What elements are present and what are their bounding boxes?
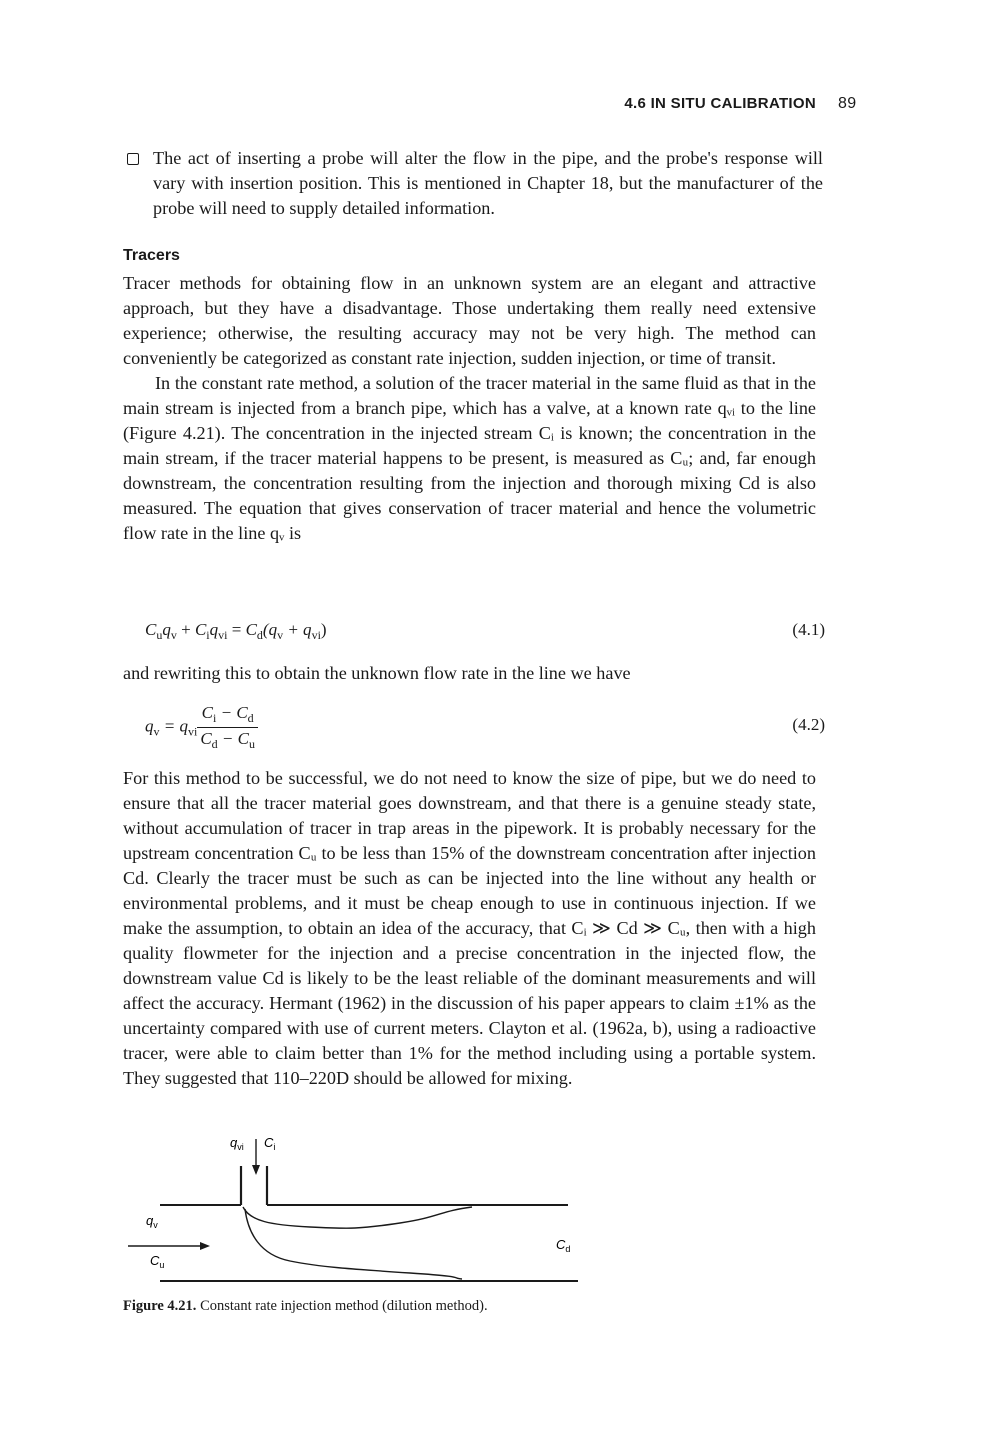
checkbox-bullet-icon	[127, 153, 139, 165]
figure-caption	[123, 1298, 488, 1315]
figure-4-21	[110, 1133, 590, 1293]
label-ci: $C_i$	[264, 1135, 276, 1152]
flow-arrowhead-icon	[200, 1242, 210, 1250]
section-heading: Tracers	[123, 247, 180, 264]
label-cu: $C_u$	[150, 1253, 165, 1270]
paragraph-rewrite: and rewriting this to obtain the unknown flow rate in the line we have	[123, 663, 631, 683]
plume-upper-boundary	[243, 1207, 472, 1228]
running-head-section: 4.6 IN SITU CALIBRATION	[624, 95, 816, 112]
equation-4-1	[145, 620, 825, 650]
paragraph-group-2	[123, 661, 816, 686]
plume-lower-boundary	[245, 1209, 462, 1279]
page-number: 89	[838, 95, 857, 112]
caption-text: Constant rate injection method (dilution method).	[200, 1298, 488, 1314]
paragraph-intro: Tracer methods for obtaining flow in an unknown system are an elegant and attractive approach, but they have a disadvantage. Those undertaking them really need extensive experience; otherwise, the resulting accuracy may not be very high. The method can conveniently be categorized as constant rate injection, sudden injection, or time of transit.	[123, 273, 816, 368]
bullet-text: The act of inserting a probe will alter the flow in the pipe, and the probe's response will vary with insertion position. This is mentioned in Chapter 18, but the manufacturer of the probe will need to supply detailed information.	[153, 148, 823, 218]
equation-4-2-body: $q_v = q_{vi}$ $\frac{C_i - C_d}{C_d - C_u}$	[145, 703, 258, 752]
caption-label: Figure 4.21.	[123, 1298, 197, 1314]
equation-4-1-body: $C_uq_v + C_iq_{vi} = C_d(q_v + q_{vi})$	[145, 620, 327, 642]
running-head	[0, 93, 1008, 115]
paragraph-discussion: For this method to be successful, we do not need to know the size of pipe, but we do need to ensure that all the tracer material goes downstream, and that there is a genuine steady state, without accumulation of tracer in trap areas in the pipework. It is probably necessary for the upstream concentration Cᵤ to be less than 15% of the downstream concentration after injection Cd. Clearly the tracer must be such as can be injected into the line without any health or environmental problems, and it must be cheap enough to use in continuous injection. If we make the assumption, to obtain an idea of the accuracy, that Cᵢ ≫ Cd ≫ Cᵤ, then with a high quality flowmeter for the injection and a precise concentration in the injected flow, the downstream value Cd is likely to be the least reliable of the dominant measurements and will affect the accuracy. Hermant (1962) in the discussion of his paper appears to claim ±1% as the uncertainty compared with use of current meters. Clayton et al. (1962a, b), using a radioactive tracer, were able to claim better than 1% for the method including using a portable system. They suggested that 110–220D should be allowed for mixing.	[123, 768, 816, 1088]
dilution-diagram	[110, 1133, 590, 1293]
injection-arrowhead-icon	[252, 1165, 260, 1175]
paragraph-constant-rate: In the constant rate method, a solution of the tracer material in the same fluid as that in the main stream is injected from a branch pipe, which has a valve, at a known rate qᵥᵢ to the line (Figure 4.21). The concentration in the injected stream Cᵢ is known; the concentration in the main stream, if the tracer material happens to be present, is measured as Cᵤ; and, far enough downstream, the concentration resulting from the injection and thorough mixing Cd is also measured. The equation that gives conservation of tracer material and hence the volumetric flow rate in the line qᵥ is	[123, 373, 816, 543]
fraction: $\frac{C_i - C_d}{C_d - C_u}$	[197, 703, 258, 752]
equation-4-1-number: (4.1)	[792, 620, 825, 639]
equation-4-2-number: (4.2)	[792, 715, 825, 734]
paragraph-group-3	[123, 766, 816, 1091]
label-qv: $q_v$	[146, 1213, 158, 1230]
paragraph-group-1	[123, 271, 816, 546]
label-cd: $C_d$	[556, 1237, 571, 1254]
equation-4-2	[145, 703, 825, 751]
bullet-item	[123, 146, 823, 221]
label-qvi: $q_{vi}$	[230, 1135, 244, 1152]
